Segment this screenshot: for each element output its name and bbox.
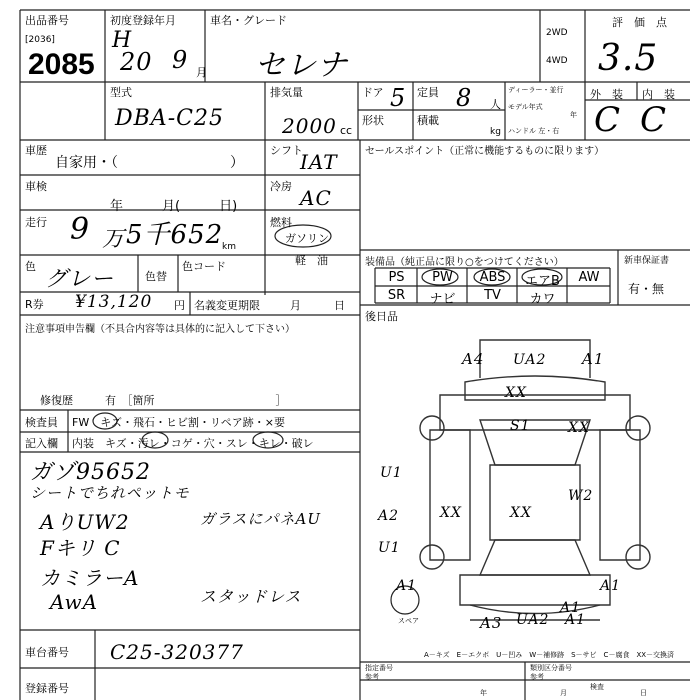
lot-sub: [2036] [25,35,55,45]
mark-roof: XX [510,505,532,521]
ext-grade: C [594,100,622,140]
note-line-6: AwA [50,590,99,614]
equip-aw: AW [578,270,600,285]
mark-rear-right: A1 [600,578,622,594]
note-right-2: スタッドレス [200,587,302,606]
equip-tv: TV [484,288,501,303]
spare-label: スペア [398,617,419,625]
int-label: 内 装 [642,88,675,101]
color-label: 色 [25,260,36,273]
mark-right-door: W2 [568,488,594,504]
load-label: 積載 [417,114,439,127]
doors: 5 [390,84,407,112]
shape-label: 形状 [362,114,384,127]
ac-label: 冷房 [270,180,292,193]
footer-day: 日 [640,689,647,697]
mark-left-panel: XX [440,505,462,521]
note-line-5: カミラーA [40,566,140,590]
equip-abs: ABS [479,270,506,285]
equip-pw: PW [432,270,453,285]
int-grade: C [640,100,668,140]
footer-inspection: 検査 [590,683,604,691]
mark-rear-left: A1 [396,578,418,594]
expiry-label: 名義変更期限 [194,299,260,312]
first-reg-label: 初度登録年月 [110,14,176,27]
note-line-1: ガゾ95652 [30,460,151,485]
color-code-label: 色コード [182,260,226,273]
era: H [112,28,133,53]
mark-rear-a3: A3 [480,614,503,632]
equip-navi: ナビ [429,292,456,307]
mark-front-center: UA2 [513,352,547,368]
score: 3.5 [598,38,659,79]
score-label: 評 価 点 [612,16,667,29]
note-line-3: AりUW2 [40,510,130,534]
footer-designation-label: 指定番号 [365,664,393,672]
mark-rear-a1: A1 [565,612,587,628]
dealer-label: ディーラー・並行 [508,86,564,94]
warranty-value: 有・無 [628,282,665,296]
person-unit: 人 [490,98,501,111]
model-value: DBA-C25 [115,106,224,131]
lot-number: 2085 [28,48,95,81]
ac-value: AC [300,186,332,210]
displacement: 2000 [282,114,337,138]
lot-label: 出品番号 [25,14,69,27]
note-line-4: Fキリ C [40,536,121,560]
mark-rear-ua2: UA2 [516,612,550,628]
2wd-label: 2WD [546,28,568,38]
repair-label: 修復歴 [40,394,73,407]
mark-left-rear: U1 [378,540,401,556]
footer-ref-1: 参考 [365,673,379,681]
equipment-label: 装備品（純正品に限り○をつけてください） [365,257,564,268]
footer-month: 月 [560,689,567,697]
mileage-man-unit: 万 [102,227,126,252]
mark-front-left: A4 [462,350,485,368]
equip-ps: PS [388,270,405,285]
inspector-line: FW キズ・飛石・ヒビ割・リペア跡・×要 [72,416,285,429]
note-right-1: ガラスにパネAU [200,510,322,528]
expiry-value: 月 日 [290,299,345,312]
mark-left-door: U1 [380,465,403,481]
equip-airbag: エアB [525,274,560,289]
model-label: 型式 [110,86,132,99]
chassis-label: 車台番号 [25,646,69,659]
kg-unit: kg [490,127,501,137]
ext-label: 外 装 [590,88,623,101]
mileage-label: 走行 [25,216,47,229]
capacity: 8 [456,84,473,112]
color-value: グレー [45,267,115,292]
recycle-value: ¥13,120 [75,292,153,312]
car-name-label: 車名・グレード [210,14,287,27]
fuel-gasoline: ガソリン [285,232,329,245]
repair-value: 有 ［箇所 ］ [105,394,287,407]
mileage-man: 9 [70,212,91,247]
capacity-label: 定員 [417,86,439,99]
warranty-label: 新車保証書 [624,256,670,266]
note-line-2: シートでちれペットモ [30,484,190,502]
door-label: ドア [362,86,384,99]
model-year-label: モデル年式 [508,103,543,111]
history-label: 車歴 [25,144,47,157]
footer-class-label: 類別区分番号 [530,664,572,672]
footer-ref-2: 参考 [530,673,544,681]
km-unit: km [222,242,236,252]
entry-line: 内装 キズ・汚レ・コゲ・穴・スレ・キレ・破レ [72,437,314,450]
entry-label: 記入欄 [25,437,58,450]
reg-month: 9 [172,46,189,74]
shift-value: IAT [300,150,338,174]
4wd-label: 4WD [546,56,568,66]
mileage-rest: 5千652 [126,220,224,250]
damage-legend: A－キズ E－エクボ U－凹み W－補修跡 S－サビ C－腐食 XX－交換済 [424,651,675,659]
equip-leather: カワ [529,292,556,307]
handle-label: ハンドル 左・右 [508,127,560,135]
footer-year: 年 [480,689,487,697]
color-change-label: 色替 [145,270,167,283]
month-unit: 月 [196,66,207,79]
cc-unit: cc [340,124,353,137]
fuel-diesel: 軽 油 [295,254,328,267]
inspection-value: 年 月( 日) [110,199,238,214]
displacement-label: 排気量 [270,86,303,99]
reg-year: 20 [120,48,153,76]
mark-front-right: A1 [582,350,605,368]
mark-front-fender-right: XX [568,420,590,436]
car-name: セレナ [255,48,348,83]
inspector-label: 検査員 [25,416,58,429]
after-items-label: 後日品 [365,310,398,323]
sales-point-label: セールスポイント（正常に機能するものに限ります） [365,146,605,157]
notes-label: 注意事項申告欄（不具合内容等は具体的に記入して下さい） [25,324,295,335]
mark-left-mid: A2 [378,508,400,524]
registration-label: 登録番号 [25,682,69,695]
fuel-label: 燃料 [270,216,292,229]
shift-label: シフト [270,144,303,157]
mark-rear-bumper-right: A1 [560,600,582,616]
inspection-label: 車検 [25,180,47,193]
recycle-label: R券 [25,298,44,311]
mark-windshield: S1 [510,418,531,434]
equip-sr: SR [387,288,406,303]
mark-hood: XX [505,385,527,401]
history-value: 自家用・（ ） [55,155,244,171]
year-unit: 年 [570,111,577,119]
chassis-number: C25-320377 [110,640,244,664]
yen-unit: 円 [174,299,185,312]
